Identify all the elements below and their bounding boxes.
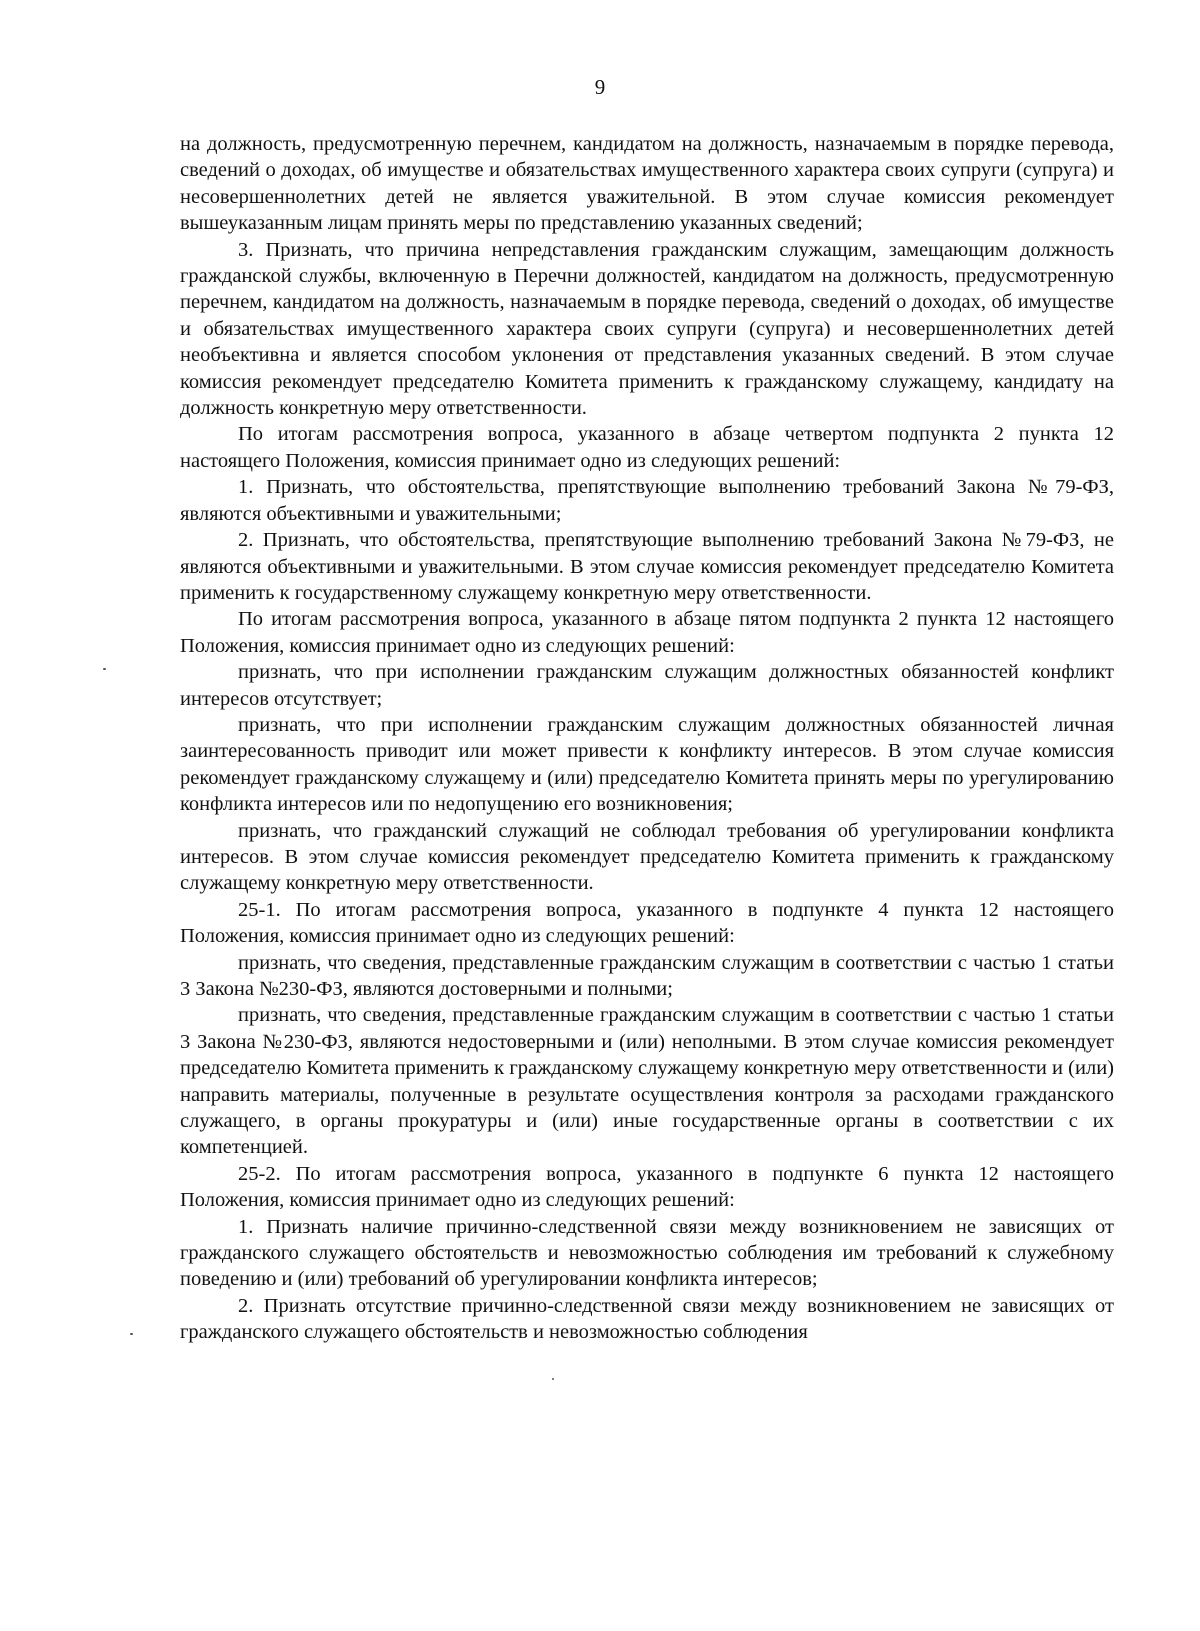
- paragraph-no-conflict: признать, что при исполнении гражданским служащим должностных обязанностей конфликт интересов отсутствует;: [180, 661, 1114, 710]
- paragraph-continuation: на должность, предусмотренную перечнем, кандидатом на должность, назначаемым в порядке перевода, сведений о доходах, об имуществе и обязательствах имущественного характера своих супруги (супруга) и несовершеннолетних детей не является уважительной. В этом случае комиссия рекомендует вышеуказанным лицам принять меры по представлению указанных сведений;: [180, 133, 1114, 235]
- paragraph-25-2: 25-2. По итогам рассмотрения вопроса, указанного в подпункте 6 пункта 12 настоящего Положения, комиссия принимает одно из следующих решений:: [180, 1162, 1114, 1212]
- document-body: [180, 131, 1114, 1346]
- scan-speck: [552, 1378, 554, 1380]
- paragraph-info-reliable: признать, что сведения, представленные гражданским служащим в соответствии с частью 1 статьи 3 Закона №230-ФЗ, являются достоверными и полными;: [180, 951, 1114, 1000]
- paragraph-25-1: 25-1. По итогам рассмотрения вопроса, указанного в подпункте 4 пункта 12 настоящего Положения, комиссия принимает одно из следующих решений:: [180, 898, 1114, 948]
- paragraph-conflict-possible: признать, что при исполнении гражданским служащим должностных обязанностей личная заинтересованность приводит или может привести к конфликту интересов. В этом случае комиссия рекомендует гражданскому служащему и (или) председателю Комитета принять меры по урегулированию конфликта интересов или по недопущению его возникновения;: [180, 713, 1114, 816]
- paragraph-causal-link-present: 1. Признать наличие причинно-следственной связи между возникновением не зависящих от гражданского служащего обстоятельств и невозможностью соблюдения им требований к служебному поведению и (или) требований об урегулировании конфликта интересов;: [180, 1215, 1114, 1291]
- paragraph-info-unreliable: признать, что сведения, представленные гражданским служащим в соответствии с частью 1 статьи 3 Закона №230-ФЗ, являются недостоверными и (или) неполными. В этом случае комиссия рекомендует председателю Комитета применить к гражданскому служащему конкретную меру ответственности и (или) направить материалы, полученные в результате осуществления контроля за расходами гражданского служащего, в органы прокуратуры и (или) иные государственные органы в соответствии с их компетенцией.: [180, 1004, 1114, 1159]
- paragraph-item-1-objective: 1. Признать, что обстоятельства, препятствующие выполнению требований Закона №79-ФЗ, являются объективными и уважительными;: [180, 476, 1114, 525]
- scan-speck: [130, 1333, 133, 1335]
- page-number: 9: [594, 75, 606, 99]
- paragraph-item-3: 3. Признать, что причина непредставления гражданским служащим, замещающим должность гражданской службы, включенную в Перечни должностей, кандидатом на должность, предусмотренную перечнем, кандидатом на должность, назначаемым в порядке перевода, сведений о доходах, об имуществе и обязательствах имущественного характера своих супруги (супруга) и несовершеннолетних детей необъективна и является способом уклонения от представления указанных сведений. В этом случае комиссия рекомендует председателю Комитета применить к гражданскому служащему, кандидату на должность конкретную меру ответственности.: [180, 238, 1114, 420]
- paragraph-item-2-not-objective: 2. Признать, что обстоятельства, препятствующие выполнению требований Закона №79-ФЗ, не являются объективными и уважительными. В этом случае комиссия рекомендует председателю Комитета применить к государственному служащему конкретную меру ответственности.: [180, 529, 1114, 604]
- scan-speck: [103, 668, 106, 670]
- paragraph-conflict-not-observed: признать, что гражданский служащий не соблюдал требования об урегулировании конфликта интересов. В этом случае комиссия рекомендует председателю Комитета применить к гражданскому служащему конкретную меру ответственности.: [180, 819, 1114, 895]
- paragraph-causal-link-absent: 2. Признать отсутствие причинно-следственной связи между возникновением не зависящих от гражданского служащего обстоятельств и невозможностью соблюдения: [180, 1294, 1114, 1344]
- paragraph-results-clause-5: По итогам рассмотрения вопроса, указанного в абзаце пятом подпункта 2 пункта 12 настоящего Положения, комиссия принимает одно из следующих решений:: [180, 608, 1114, 657]
- paragraph-results-clause-4: По итогам рассмотрения вопроса, указанного в абзаце четвертом подпункта 2 пункта 12 настоящего Положения, комиссия принимает одно из следующих решений:: [180, 423, 1114, 472]
